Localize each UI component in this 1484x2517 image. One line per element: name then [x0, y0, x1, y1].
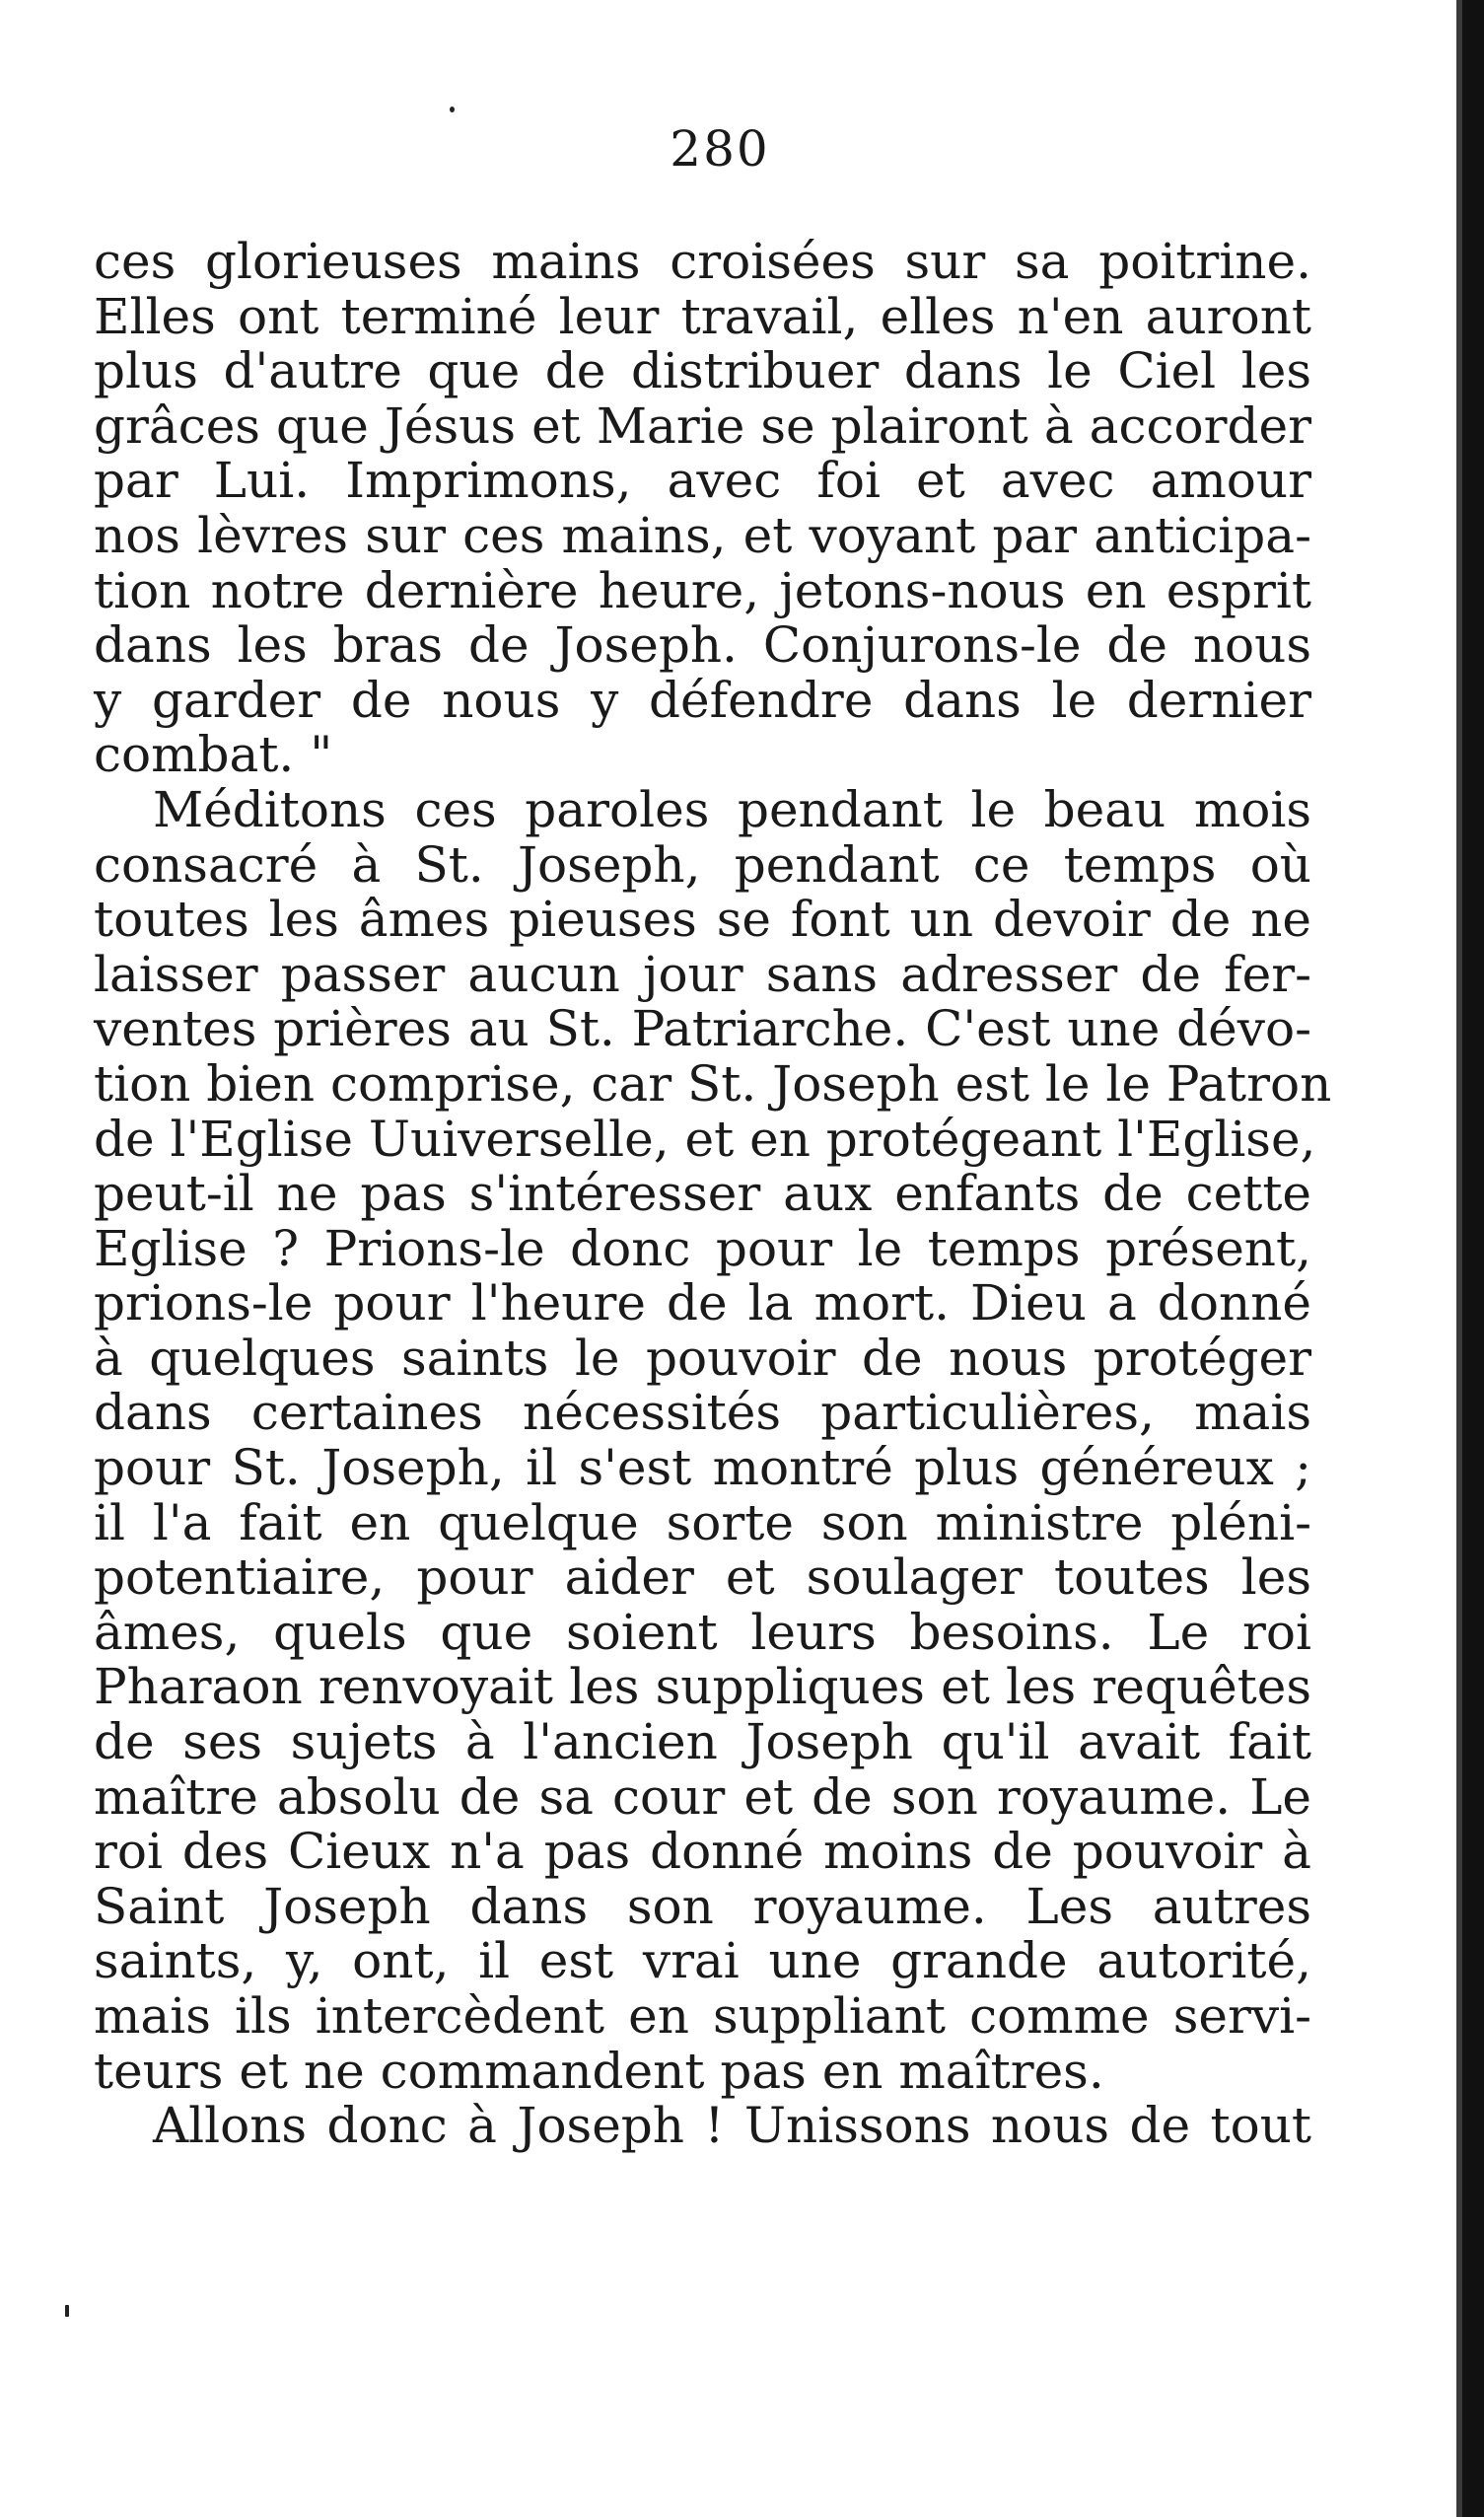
text-line: ventes prières au St. Patriarche. C'est une dévo- [94, 1000, 1311, 1058]
text-line: y garder de nous y défendre dans le dernier [94, 671, 1311, 729]
page-number: 280 [670, 120, 770, 178]
text-line: Eglise ? Prions-le donc pour le temps présent, [94, 1219, 1311, 1277]
text-line: combat. " [94, 726, 333, 784]
ink-speck [450, 107, 455, 112]
text-line: grâces que Jésus et Marie se plairont à accorder [94, 396, 1311, 455]
text-line: de ses sujets à l'ancien Joseph qu'il avait fait [94, 1713, 1311, 1771]
text-line: ces glorieuses mains croisées sur sa poitrine. [94, 233, 1311, 290]
page-edge-border [1462, 0, 1484, 2517]
text-line: mais ils intercèdent en suppliant comme servi- [94, 1987, 1311, 2045]
text-line: laisser passer aucun jour sans adresser de fer- [94, 945, 1311, 1003]
text-line: Méditons ces paroles pendant le beau mois [153, 780, 1311, 838]
text-line: prions-le pour l'heure de la mort. Dieu a donné [94, 1274, 1311, 1332]
text-line: il l'a fait en quelque sorte son ministre pléni- [94, 1493, 1311, 1551]
text-line: tion notre dernière heure, jetons-nous en esprit [94, 561, 1311, 619]
text-line: nos lèvres sur ces mains, et voyant par anticipa- [94, 506, 1311, 564]
text-line: par Lui. Imprimons, avec foi et avec amour [94, 452, 1311, 510]
text-line: toutes les âmes pieuses se font un devoir de ne [94, 891, 1311, 949]
text-line: âmes, quels que soient leurs besoins. Le roi [94, 1603, 1311, 1661]
text-line: dans certaines nécessités particulières, mais [94, 1384, 1311, 1442]
text-line: roi des Cieux n'a pas donné moins de pouvoir à [94, 1823, 1311, 1881]
text-line: teurs et ne commandent pas en maîtres. [94, 2042, 1104, 2100]
text-line: maître absolu de sa cour et de son royaume. Le [94, 1767, 1311, 1826]
text-line: de l'Eglise Uuiverselle, et en protégeant l'Eglise, [94, 1110, 1316, 1168]
text-line: pour St. Joseph, il s'est montré plus généreux ; [94, 1439, 1311, 1497]
body-text [94, 233, 1332, 2155]
text-line: tion bien comprise, car St. Joseph est le le Patron [94, 1054, 1332, 1113]
text-line: dans les bras de Joseph. Conjurons-le de nous [94, 616, 1311, 675]
text-line: potentiaire, pour aider et soulager toutes les [94, 1548, 1311, 1607]
text-line: consacré à St. Joseph, pendant ce temps où [94, 835, 1311, 894]
text-line: Saint Joseph dans son royaume. Les autres [94, 1877, 1311, 1935]
text-line: plus d'autre que de distribuer dans le Ciel les [94, 342, 1311, 400]
text-line: peut-il ne pas s'intéresser aux enfants de cette [94, 1165, 1311, 1223]
text-line: Elles ont terminé leur travail, elles n'en auront [94, 287, 1311, 345]
ink-speck [65, 2305, 69, 2317]
text-line: saints, y, ont, il est vrai une grande autorité, [94, 1932, 1311, 1990]
text-line: Pharaon renvoyait les suppliques et les requêtes [94, 1658, 1311, 1716]
text-line: Allons donc à Joseph ! Unissons nous de tout [153, 2097, 1311, 2155]
text-line: à quelques saints le pouvoir de nous protéger [94, 1329, 1311, 1387]
